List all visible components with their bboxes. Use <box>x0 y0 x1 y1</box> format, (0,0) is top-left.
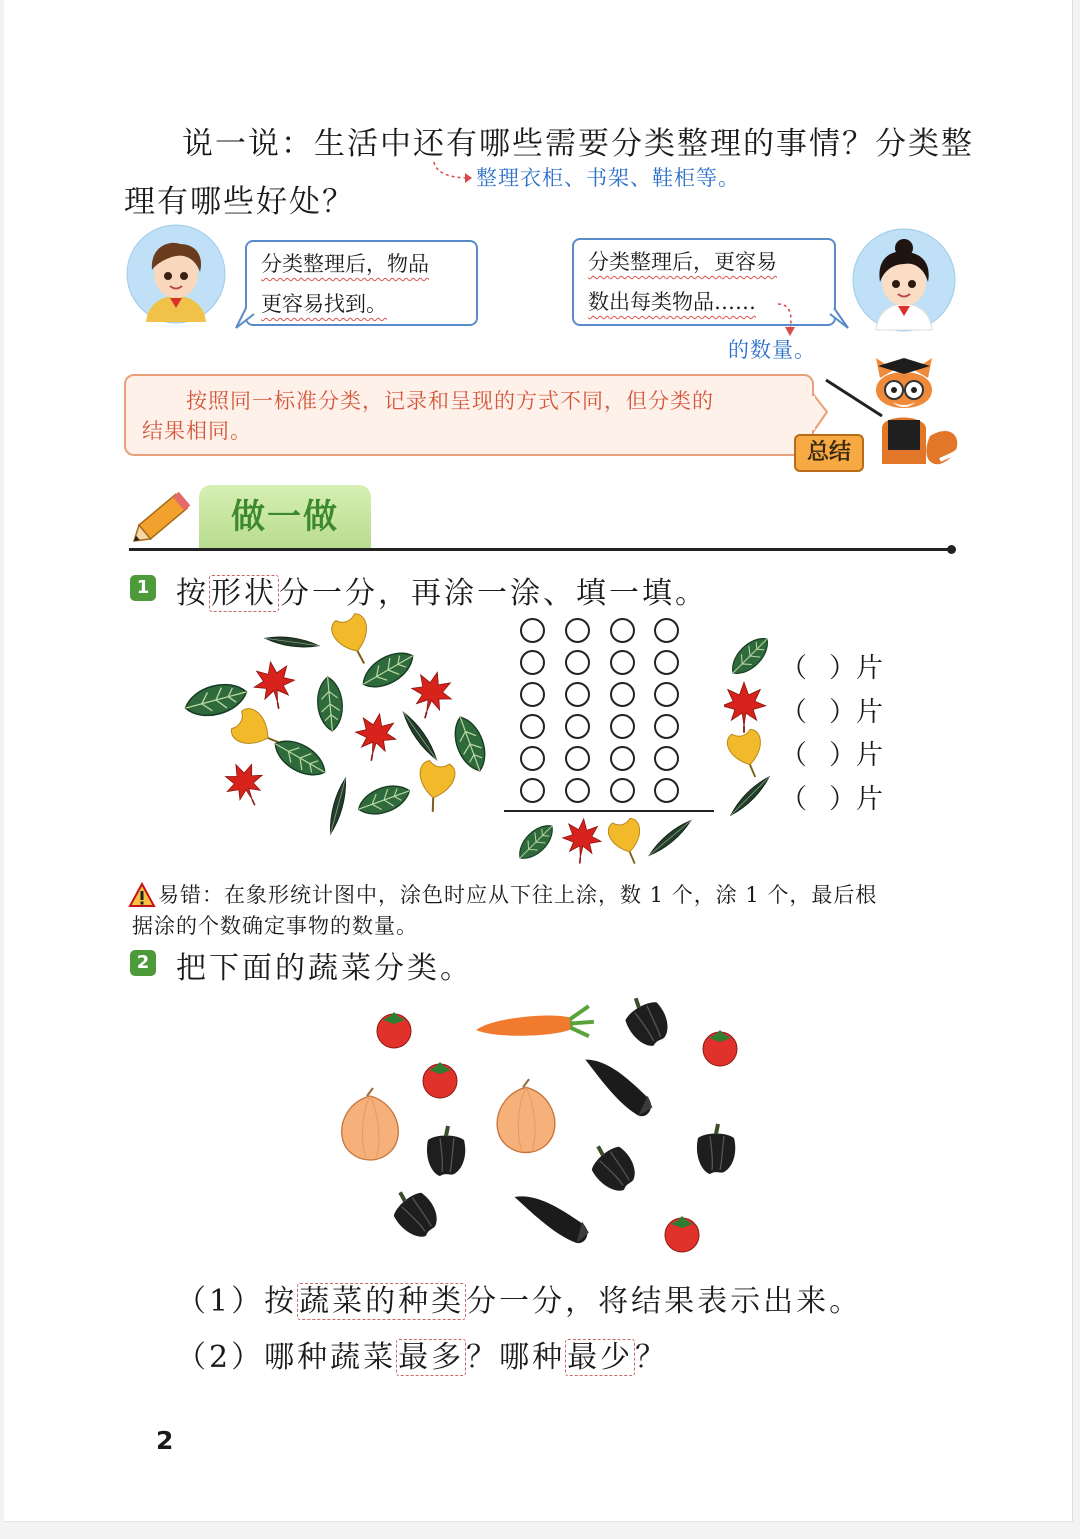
answer-row <box>780 777 883 816</box>
grid-circle[interactable] <box>520 714 545 739</box>
grid-circle[interactable] <box>610 650 635 675</box>
answer-open: （ <box>780 740 807 771</box>
pencil-icon <box>126 482 200 554</box>
grid-circle[interactable] <box>565 650 590 675</box>
grid-circle[interactable] <box>565 682 590 707</box>
discussion-question-line2: 理有哪些好处？ <box>124 184 355 220</box>
q1-post: 分一分，将结果表示出来。 <box>466 1284 863 1319</box>
grid-circle[interactable] <box>610 746 635 771</box>
q2-keyword-least: 最少 <box>567 1340 634 1375</box>
vegetables-illustration <box>334 986 754 1258</box>
answer-open: （ <box>780 653 807 684</box>
q1-keyword-vegetable-type: 蔬菜的种类 <box>299 1284 465 1319</box>
grid-circle[interactable] <box>565 714 590 739</box>
answer-row <box>780 690 883 729</box>
grid-circle[interactable] <box>610 618 635 643</box>
warning-icon <box>128 882 156 908</box>
grid-circle[interactable] <box>654 746 679 771</box>
grid-circle[interactable] <box>520 618 545 643</box>
grid-circle[interactable] <box>565 746 590 771</box>
grid-circle[interactable] <box>520 650 545 675</box>
boy-bubble-tail <box>234 306 256 332</box>
girl-bubble-line1: 分类整理后，更容易 <box>588 250 777 274</box>
answer-close: ）片 <box>829 784 883 815</box>
answer-open: （ <box>780 697 807 728</box>
answer-note: 整理衣柜、书架、鞋柜等。 <box>476 166 740 190</box>
grid-circle[interactable] <box>610 714 635 739</box>
summary-line1: 按照同一标准分类，记录和呈现的方式不同，但分类的 <box>186 389 714 413</box>
grid-circle[interactable] <box>610 778 635 803</box>
section-title: 做一做 <box>199 485 371 550</box>
q1-pre: （1）按 <box>176 1284 298 1319</box>
q2-pre: （2）哪种蔬菜 <box>176 1340 397 1375</box>
q2-keyword-most: 最多 <box>398 1340 465 1375</box>
answer-row <box>780 646 883 685</box>
pictograph-category-icons <box>508 812 708 868</box>
grid-circle[interactable] <box>654 714 679 739</box>
task2-question2 <box>176 1332 668 1376</box>
grid-circle[interactable] <box>654 618 679 643</box>
grid-circle[interactable] <box>565 618 590 643</box>
grid-circle[interactable] <box>654 778 679 803</box>
girl-avatar <box>852 228 956 332</box>
section-divider <box>129 548 951 551</box>
grid-circle[interactable] <box>654 650 679 675</box>
answer-row <box>780 733 883 772</box>
task2-number-badge: 2 <box>130 950 156 976</box>
page-number: 2 <box>156 1426 174 1455</box>
fox-teacher-illustration <box>822 356 968 468</box>
task1-keyword-shape: 形状 <box>211 576 277 611</box>
q2-mid: ？哪种 <box>466 1340 566 1375</box>
pictograph-grid <box>504 614 714 814</box>
section-divider-dot <box>947 545 956 554</box>
error-note-line2: 据涂的个数确定事物的数量。 <box>132 914 418 938</box>
discussion-question-line1: 说一说：生活中还有哪些需要分类整理的事情？分类整 <box>182 126 974 162</box>
girl-bubble-line2: 数出每类物品…… <box>588 290 756 314</box>
textbook-page <box>4 0 1073 1522</box>
task1-text-pre: 按 <box>176 576 209 611</box>
error-note-line1: 易错：在象形统计图中，涂色时应从下往上涂，数 1 个，涂 1 个，最后根 <box>158 883 878 907</box>
summary-box <box>124 374 814 456</box>
q2-post: ？ <box>635 1340 669 1375</box>
task2-instruction: 把下面的蔬菜分类。 <box>176 951 473 986</box>
task1-text-post: 分一分，再涂一涂、填一填。 <box>279 576 708 611</box>
summary-line2: 结果相同。 <box>142 419 252 443</box>
task2-question1 <box>176 1276 862 1320</box>
grid-circle[interactable] <box>654 682 679 707</box>
boy-speech-bubble <box>245 240 478 326</box>
answer-category-icons <box>724 630 780 820</box>
answer-close: ）片 <box>829 740 883 771</box>
boy-avatar <box>126 224 226 324</box>
grid-circle[interactable] <box>520 778 545 803</box>
scattered-leaves-illustration <box>174 606 504 846</box>
answer-close: ）片 <box>829 653 883 684</box>
note-arrow-icon <box>432 160 476 186</box>
boy-bubble-line1: 分类整理后，物品 <box>261 252 429 276</box>
girl-bubble-tail <box>826 306 850 332</box>
grid-circle[interactable] <box>520 682 545 707</box>
grid-circle[interactable] <box>565 778 590 803</box>
grid-circle[interactable] <box>610 682 635 707</box>
girl-answer-note: 的数量。 <box>728 338 816 362</box>
answer-open: （ <box>780 784 807 815</box>
boy-bubble-line2: 更容易找到。 <box>261 292 387 316</box>
answer-close: ）片 <box>829 697 883 728</box>
grid-circle[interactable] <box>520 746 545 771</box>
summary-tag: 总结 <box>794 434 864 472</box>
task1-number-badge: 1 <box>130 575 156 601</box>
